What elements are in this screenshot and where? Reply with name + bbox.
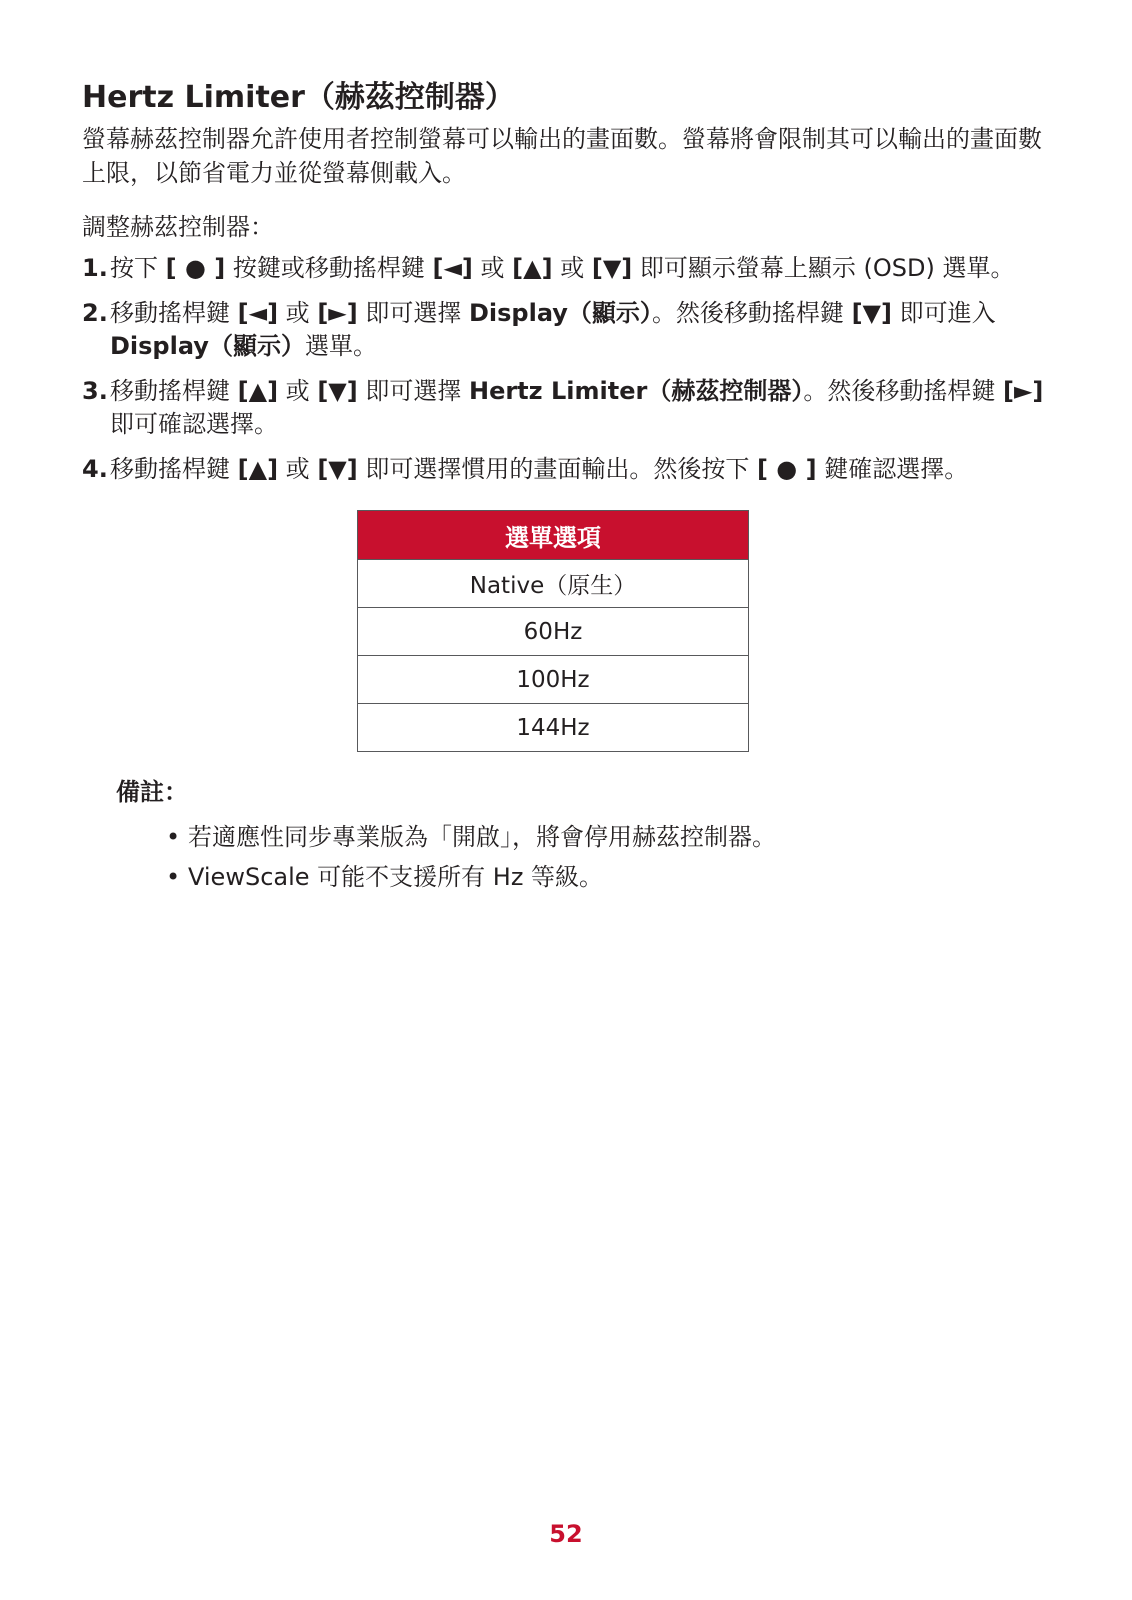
page-content (82, 74, 1052, 897)
table-cell: 144Hz (358, 704, 749, 752)
step-key: [▼] (317, 377, 358, 405)
step-key: [▲] (237, 377, 279, 405)
step-key: [ ● ] (165, 254, 226, 282)
step-key: [ ● ] (756, 455, 817, 483)
step-4 (82, 453, 1052, 486)
notes-list (82, 817, 1052, 897)
step-text: 或 (278, 299, 318, 327)
table-row (358, 560, 749, 608)
step-key: [▲] (237, 455, 279, 483)
bullet-icon: • (166, 863, 181, 891)
table-row (358, 608, 749, 656)
table-row (358, 656, 749, 704)
table-header: 選單選項 (358, 511, 749, 560)
intro-paragraph: 螢幕赫茲控制器允許使用者控制螢幕可以輸出的畫面數。螢幕將會限制其可以輸出的畫面數上限，以節省電力並從螢幕側載入。 (82, 125, 1042, 187)
menu-options-table (357, 510, 749, 752)
note-text: 若適應性同步專業版為「開啟」，將會停用赫茲控制器。 (188, 823, 776, 851)
page-number: 52 (549, 1520, 583, 1548)
step-number: 2. (82, 299, 108, 327)
table-row (358, 704, 749, 752)
table-header-row (358, 511, 749, 560)
step-1 (82, 252, 1052, 285)
step-text: 。然後移動搖桿鍵 (803, 377, 1003, 405)
list-item (166, 817, 1052, 857)
table-cell: 100Hz (358, 656, 749, 704)
step-text: 。然後移動搖桿鍵 (651, 299, 852, 327)
step-menu-name: Display（顯示） (110, 332, 305, 360)
step-text: 即可選擇 (357, 299, 469, 327)
step-number: 1. (82, 254, 108, 282)
step-text: 或 (278, 377, 318, 405)
step-key: [►] (317, 299, 358, 327)
step-text: 按下 (110, 254, 166, 282)
step-key: [▼] (591, 254, 633, 282)
step-2 (82, 297, 1052, 363)
bullet-icon: • (166, 823, 181, 851)
step-text: 或 (552, 254, 592, 282)
step-text: 或 (472, 254, 513, 282)
step-text: 即可顯示螢幕上顯示 (OSD) 選單。 (632, 254, 1015, 282)
step-text: 移動搖桿鍵 (110, 377, 238, 405)
step-key: [▼] (851, 299, 892, 327)
step-text: 即可選擇慣用的畫面輸出。然後按下 (357, 455, 757, 483)
step-text: 即可選擇 (357, 377, 469, 405)
step-number: 4. (82, 455, 108, 483)
note-title: 備註： (116, 778, 188, 806)
table-cell: Native（原生） (358, 560, 749, 608)
steps-list (82, 252, 1052, 486)
table-cell: 60Hz (358, 608, 749, 656)
step-menu-name: Display（顯示） (468, 299, 652, 327)
step-key: [◄] (237, 299, 279, 327)
adjust-label: 調整赫茲控制器： (82, 213, 274, 241)
step-key: [◄] (432, 254, 473, 282)
step-key: [▼] (317, 455, 358, 483)
step-key: [►] (1002, 377, 1044, 405)
step-text: 選單。 (304, 332, 377, 360)
step-key: [▲] (512, 254, 553, 282)
section-title: Hertz Limiter（赫茲控制器） (82, 80, 515, 115)
step-text: 移動搖桿鍵 (110, 299, 238, 327)
step-menu-name: Hertz Limiter（赫茲控制器） (468, 377, 804, 405)
list-item (166, 857, 1052, 897)
step-3 (82, 375, 1052, 441)
step-number: 3. (82, 377, 108, 405)
note-text: ViewScale 可能不支援所有 Hz 等級。 (188, 863, 604, 891)
step-text: 移動搖桿鍵 (110, 455, 238, 483)
step-text: 按鍵或移動搖桿鍵 (225, 254, 433, 282)
step-text: 鍵確認選擇。 (816, 455, 969, 483)
step-text: 即可確認選擇。 (110, 410, 278, 438)
step-text: 或 (278, 455, 318, 483)
step-text: 即可進入 (891, 299, 996, 327)
